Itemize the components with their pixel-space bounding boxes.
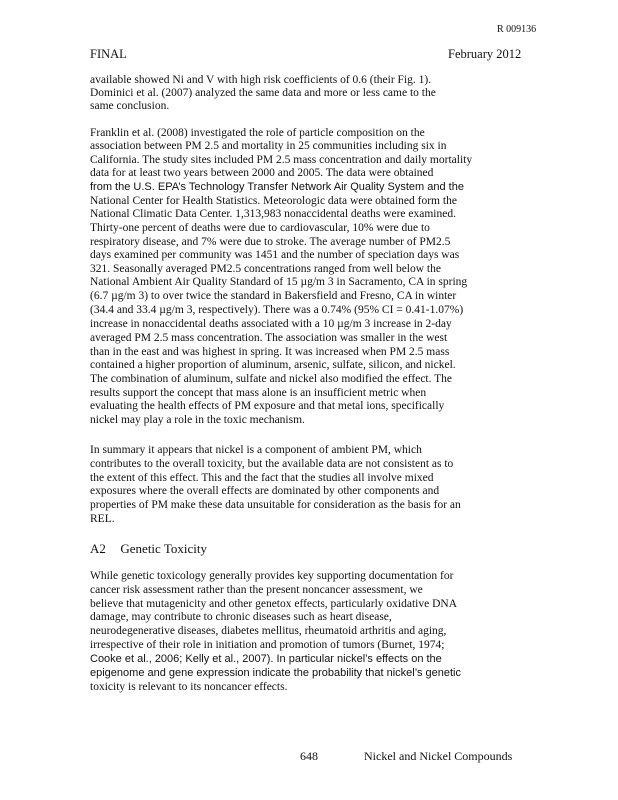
text-line: National Ambient Air Quality Standard of 15 µg/m 3 in Sacramento, CA in spring <box>90 276 468 288</box>
text-line: While genetic toxicology generally provides key supporting documentation for <box>90 570 454 582</box>
text-line: toxicity is relevant to its noncancer effects. <box>90 681 288 693</box>
text-line: respiratory disease, and 7% were due to stroke. The average number of PM2.5 <box>90 236 451 248</box>
text-line: 321. Seasonally averaged PM2.5 concentrations ranged from well below the <box>90 263 441 275</box>
page-number: 648 <box>300 749 318 763</box>
text-line: Dominici et al. (2007) analyzed the same data and more or less came to the <box>90 87 436 99</box>
text-line: National Center for Health Statistics. Meteorologic data were obtained form the <box>90 195 457 207</box>
text-line: than in the east and was highest in spring. It was increased when PM 2.5 mass <box>90 346 450 358</box>
text-line: nickel may play a role in the toxic mechanism. <box>90 414 305 426</box>
text-line: same conclusion. <box>90 100 170 112</box>
footer-document-title: Nickel and Nickel Compounds <box>364 749 513 763</box>
text-line: Franklin et al. (2008) investigated the role of particle composition on the <box>90 127 425 139</box>
text-line: increase in nonaccidental deaths associated with a 10 µg/m 3 increase in 2-day <box>90 318 452 330</box>
document-date: February 2012 <box>448 47 522 61</box>
text-line: epigenome and gene expression indicate the probability that nickel’s genetic <box>90 667 461 679</box>
text-line: from the U.S. EPA’s Technology Transfer Network Air Quality System and the <box>90 181 464 193</box>
text-line: The combination of aluminum, sulfate and nickel also modified the effect. The <box>90 373 453 385</box>
text-line: data for at least two years between 2000 and 2005. The data were obtained <box>90 167 434 179</box>
text-line: contained a higher proportion of aluminum, arsenic, sulfate, silicon, and nickel. <box>90 359 456 371</box>
document-status: FINAL <box>90 47 127 61</box>
text-line: believe that mutagenicity and other genetox effects, particularly oxidative DNA <box>90 598 458 610</box>
text-line: properties of PM make these data unsuitable for consideration as the basis for an <box>90 499 461 511</box>
text-line: averaged PM 2.5 mass concentration. The association was smaller in the west <box>90 332 448 344</box>
text-line: days examined per community was 1451 and the number of speciation days was <box>90 249 460 261</box>
document-id: R 009136 <box>497 24 537 35</box>
text-line: (6.7 µg/m 3) to over twice the standard in Bakersfield and Fresno, CA in winter <box>90 290 457 302</box>
text-line: National Climatic Data Center. 1,313,983 nonaccidental deaths were examined. <box>90 208 456 220</box>
text-line: available showed Ni and V with high risk coefficients of 0.6 (their Fig. 1). <box>90 74 432 86</box>
text-line: cancer risk assessment rather than the present noncancer assessment, we <box>90 584 423 596</box>
text-line: Cooke et al., 2006; Kelly et al., 2007). In particular nickel’s effects on the <box>90 653 442 665</box>
text-line: contributes to the overall toxicity, but the available data are not consistent as to <box>90 458 454 470</box>
section-number: A2 <box>90 541 106 556</box>
text-line: In summary it appears that nickel is a component of ambient PM, which <box>90 444 422 456</box>
text-line: Thirty-one percent of deaths were due to cardiovascular, 10% were due to <box>90 222 430 234</box>
text-line: irrespective of their role in initiation and promotion of tumors (Burnet, 1974; <box>90 639 445 651</box>
section-title: Genetic Toxicity <box>120 541 207 556</box>
text-line: association between PM 2.5 and mortality in 25 communities including six in <box>90 140 447 152</box>
text-line: damage, may contribute to chronic diseases such as heart disease, <box>90 611 392 623</box>
text-line: (34.4 and 33.4 µg/m 3, respectively). There was a 0.74% (95% CI = 0.41-1.07%) <box>90 304 464 316</box>
text-line: neurodegenerative diseases, diabetes mellitus, rheumatoid arthritis and aging, <box>90 625 447 637</box>
text-line: results support the concept that mass alone is an insufficient metric when <box>90 387 427 399</box>
text-line: exposures where the overall effects are dominated by other components and <box>90 485 440 497</box>
text-line: REL. <box>90 513 115 525</box>
text-line: evaluating the health effects of PM exposure and that metal ions, specifically <box>90 400 445 412</box>
text-line: California. The study sites included PM 2.5 mass concentration and daily mortality <box>90 154 473 166</box>
section-heading <box>90 541 207 557</box>
text-line: the extent of this effect. This and the fact that the studies all involve mixed <box>90 472 434 484</box>
